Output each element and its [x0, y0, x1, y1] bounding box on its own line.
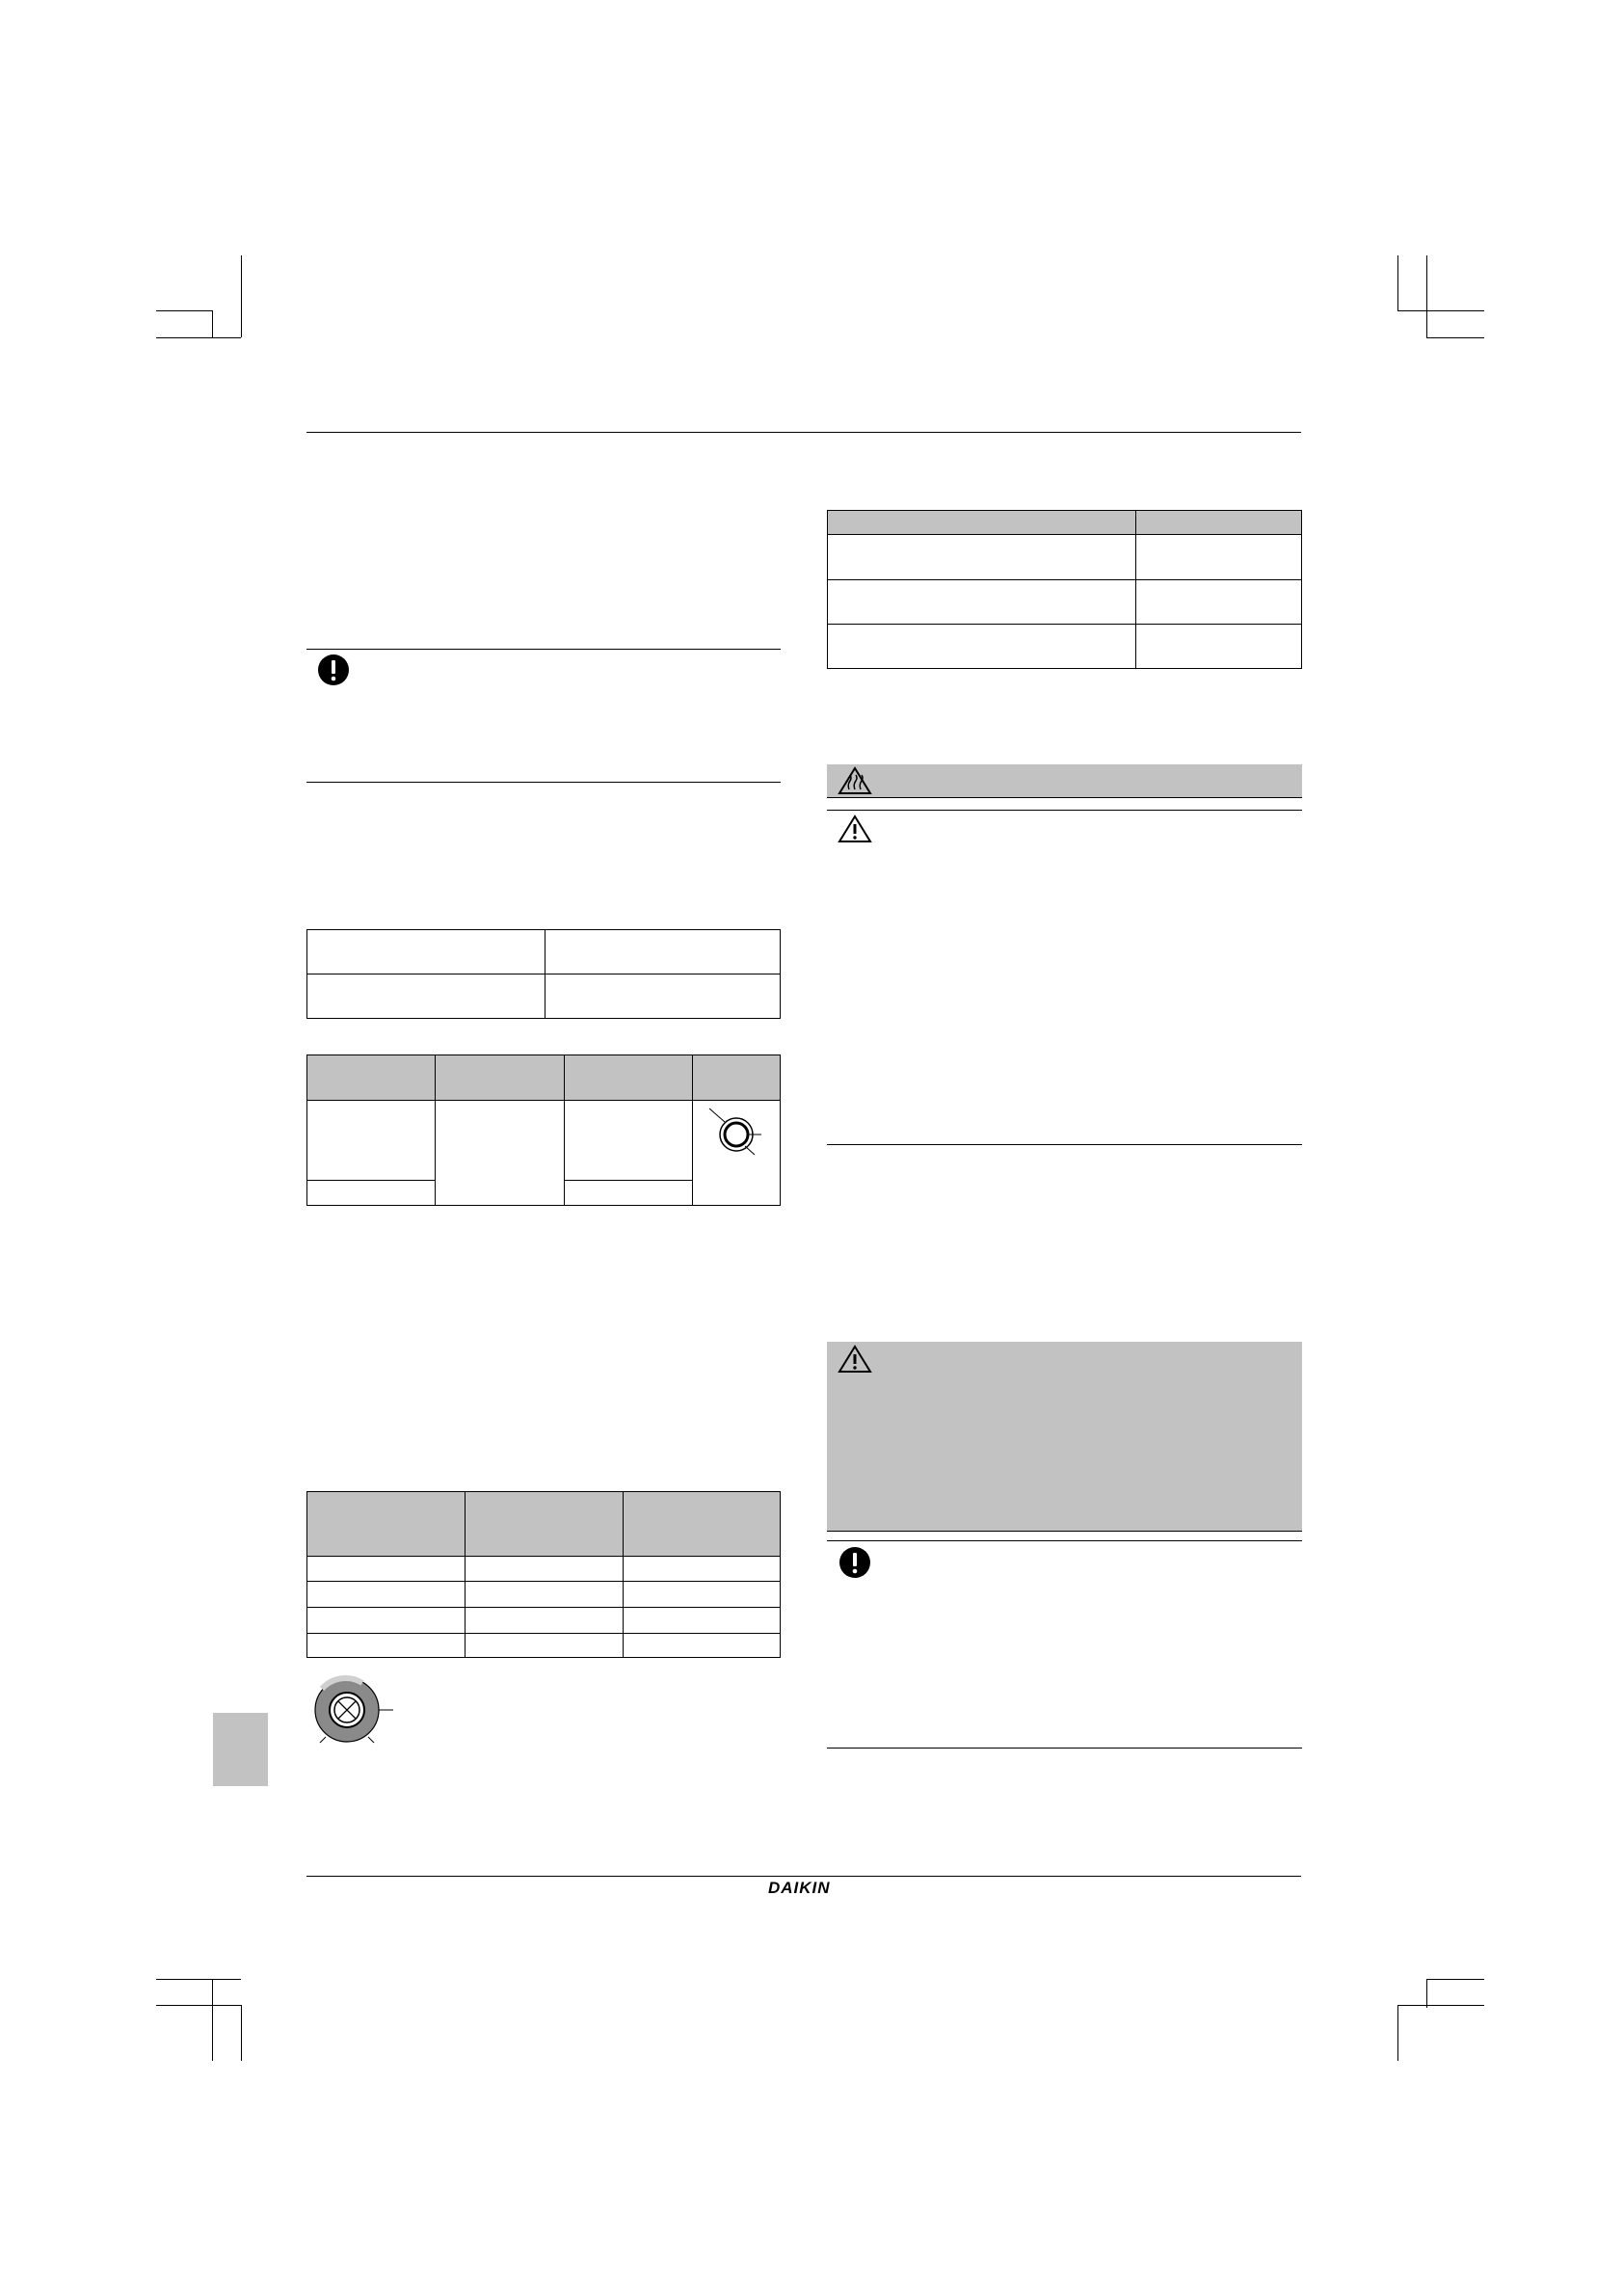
note-top-rule	[827, 810, 1302, 811]
crop-mark	[1397, 2005, 1484, 2006]
crop-mark	[1397, 2005, 1398, 2061]
warning-bar-rule	[827, 797, 1302, 798]
note-bottom-rule	[827, 1144, 1302, 1145]
crop-mark	[1426, 1979, 1427, 2008]
crop-mark	[1426, 337, 1484, 338]
table-row-divider	[827, 579, 1302, 580]
brand-logo: DAIKIN	[768, 1879, 831, 1897]
table-col-divider	[1135, 510, 1136, 669]
table-row-divider	[827, 624, 1302, 625]
table-row-divider	[306, 1581, 781, 1582]
caution-box-rule	[827, 1531, 1302, 1532]
table-col-divider	[564, 1055, 565, 1206]
note-bottom-rule	[306, 782, 781, 783]
crop-mark	[156, 1979, 241, 1980]
exclamation-circle-icon	[838, 1546, 871, 1579]
crop-mark	[1426, 1979, 1484, 1980]
note-top-rule	[306, 649, 781, 650]
footer-rule	[306, 1876, 1301, 1877]
warning-triangle-icon	[838, 814, 872, 843]
crop-mark	[1397, 310, 1484, 311]
hot-surface-warning-icon	[838, 766, 872, 795]
crop-mark	[156, 310, 212, 311]
crop-mark	[212, 310, 213, 337]
crop-mark	[212, 1979, 213, 2061]
table-row-divider	[306, 1180, 435, 1181]
table-col-divider	[435, 1055, 436, 1206]
insulated-pipe-cross-section-icon	[305, 1669, 401, 1747]
crop-mark	[241, 255, 242, 337]
crop-mark	[1426, 255, 1427, 337]
warning-triangle-icon	[838, 1345, 872, 1374]
hot-surface-warning-bar	[827, 764, 1302, 797]
note-bottom-rule	[827, 1748, 1302, 1749]
table-row-divider	[306, 1607, 781, 1608]
table-row-divider	[306, 1633, 781, 1634]
crop-mark	[156, 2005, 241, 2006]
table-col-divider	[692, 1055, 693, 1206]
header-rule	[306, 432, 1301, 433]
exclamation-circle-icon	[317, 654, 350, 686]
chapter-side-tab	[213, 1713, 268, 1786]
caution-box	[827, 1342, 1302, 1531]
table-row-divider	[564, 1180, 692, 1181]
crop-mark	[156, 337, 241, 338]
right-table	[827, 510, 1302, 669]
crop-mark	[1397, 255, 1398, 311]
pipe-cross-section-icon	[702, 1104, 771, 1161]
note-top-rule	[827, 1540, 1302, 1541]
crop-mark	[241, 2005, 242, 2061]
